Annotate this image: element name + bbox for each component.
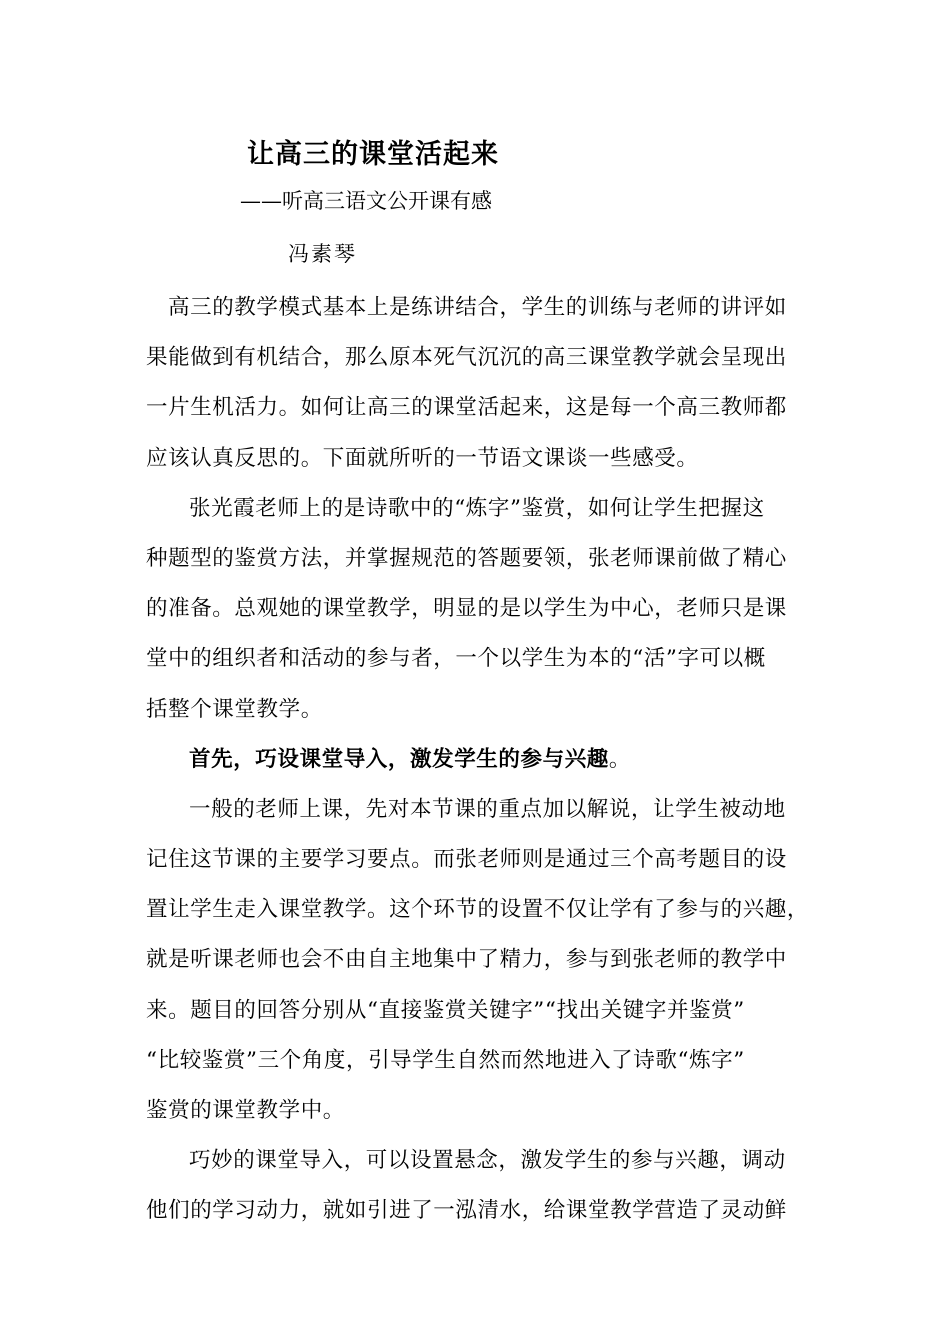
text-line: 一片生机活力。如何让高三的课堂活起来，这是每一个高三教师都 [146, 395, 787, 421]
text-line: 记住这节课的主要学习要点。而张老师则是通过三个高考题目的设 [146, 847, 787, 873]
text-line: 巧妙的课堂导入，可以设置悬念，激发学生的参与兴趣，调动 [189, 1148, 786, 1174]
paragraph-4 [146, 1136, 822, 1236]
text-line: 高三的教学模式基本上是练讲结合，学生的训练与老师的讲评如 [168, 295, 787, 320]
text-line: 应该认真反思的。下面就所听的一节语文课谈一些感受。 [146, 445, 699, 471]
text-line: 鉴赏的课堂教学中。 [146, 1098, 345, 1123]
document-subtitle: ——听高三语文公开课有感 [240, 189, 492, 213]
document-body [146, 283, 822, 1237]
text-line: 置让学生走入课堂教学。这个环节的设置不仅让学有了参与的兴趣， [146, 897, 810, 923]
text-line: 堂中的组织者和活动的参与者，一个以学生为本的“活”字可以概 [146, 646, 766, 672]
text-line: 果能做到有机结合，那么原本死气沉沉的高三课堂教学就会呈现出 [146, 345, 787, 371]
section-heading-1-period: 。 [608, 746, 632, 772]
document-title: 让高三的课堂活起来 [247, 139, 499, 170]
section-heading-1-text: 首先，巧设课堂导入，激发学生的参与兴趣 [189, 746, 609, 772]
text-line: 括整个课堂教学。 [146, 696, 323, 722]
text-line: 一般的老师上课，先对本节课的重点加以解说，让学生被动地 [189, 796, 786, 822]
text-line: 来。题目的回答分别从“直接鉴赏关键字”“找出关键字并鉴赏” [146, 997, 745, 1023]
document-author: 冯素琴 [288, 242, 357, 266]
section-heading-1 [146, 735, 822, 785]
text-line: 种题型的鉴赏方法，并掌握规范的答题要领，张老师课前做了精心 [146, 545, 787, 571]
text-line: 就是听课老师也会不由自主地集中了精力，参与到张老师的教学中 [146, 947, 787, 973]
text-line: 张光霞老师上的是诗歌中的“炼字”鉴赏，如何让学生把握这 [189, 495, 765, 521]
paragraph-1 [146, 283, 822, 484]
paragraph-2 [146, 484, 822, 735]
text-line: 他们的学习动力，就如引进了一泓清水，给课堂教学营造了灵动鲜 [146, 1198, 787, 1224]
text-line: “比较鉴赏”三个角度，引导学生自然而然地进入了诗歌“炼字” [146, 1047, 745, 1073]
paragraph-3 [146, 785, 822, 1136]
text-line: 的准备。总观她的课堂教学，明显的是以学生为中心，老师只是课 [146, 596, 787, 622]
